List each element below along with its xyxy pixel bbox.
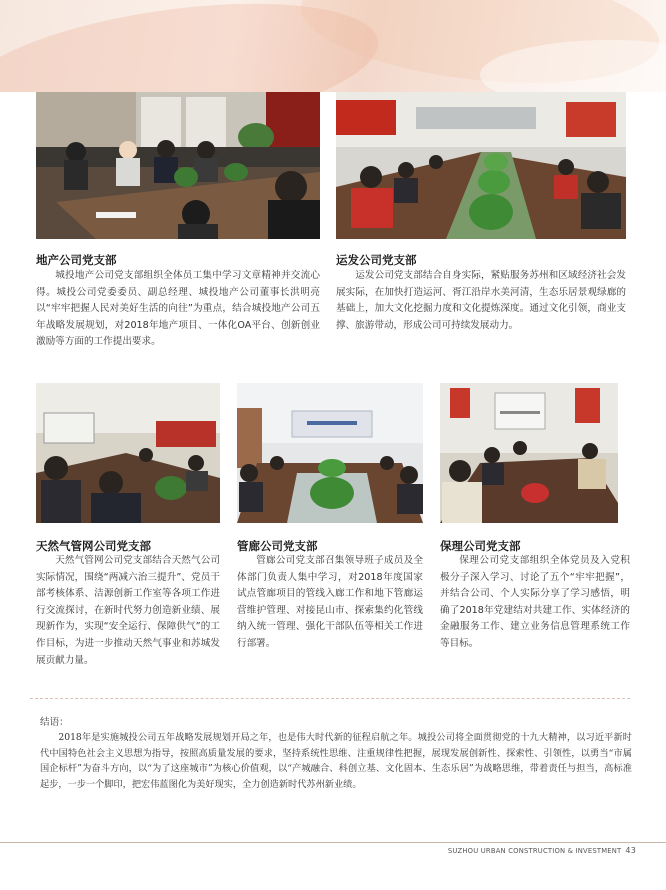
- section-title-transport: 运发公司党支部: [336, 253, 417, 267]
- photo-factoring-meeting: [440, 383, 618, 523]
- footer-rule: [0, 842, 666, 843]
- photo-gas-network-meeting: [36, 383, 220, 523]
- decorative-header-band: [0, 0, 666, 92]
- page-footer: [448, 846, 636, 855]
- page-number: 43: [625, 846, 636, 855]
- section-body-gas-network: 天然气管网公司党支部结合天然气公司实际情况，围绕“两减六治三提升”、党员干部考核体系、洁源创新工作室等各项工作进行交流探讨，在新时代努力创造新业绩、展现新作为，实现“安全运行、保障供气”的工作目标，为进一步推动天然气事业和苏城发展贡献力量。: [36, 555, 220, 666]
- photo-real-estate-meeting: [36, 92, 320, 239]
- photo-transport-meeting: [336, 92, 626, 239]
- section-title-utility-tunnel: 管廊公司党支部: [237, 539, 318, 553]
- section-body-real-estate: 城投地产公司党支部组织全体员工集中学习文章精神并交流心得。城投公司党委委员、副总经理、城投地产公司董事长洪明亮以“牢牢把握人民对美好生活的向往”为重点，结合城投地产公司五年战略发展规划，对2018年地产项目、一体化OA平台、创新创业激励等方面的工作提出要求。: [36, 270, 320, 348]
- publication-name: SUZHOU URBAN CONSTRUCTION & INVESTMENT: [447, 847, 622, 855]
- section-body-factoring: 保理公司党支部组织全体党员及入党积极分子深入学习、讨论了五个“牢牢把握”，并结合公司、个人实际分享了学习感悟，明确了2018年党建结对共建工作、实体经济的金融服务工作、建立业务信息管理系统工作等目标。: [440, 555, 630, 649]
- photo-utility-tunnel-meeting: [237, 383, 423, 523]
- section-title-factoring: 保理公司党支部: [440, 539, 521, 553]
- section-title-real-estate: 地产公司党支部: [36, 253, 117, 267]
- summary-label: 结语：: [40, 717, 69, 728]
- section-divider: [30, 698, 630, 700]
- section-body-transport: 运发公司党支部结合自身实际，紧贴服务苏州和区域经济社会发展实际，在加快打造运河、胥江沿岸水美河清，生态乐居景观绿廊的基础上，加大文化挖掘力度和文化提炼深度。通过文化引领，商业支撑、旅游带动，形成公司可持续发展动力。: [336, 270, 626, 331]
- summary-body: 2018年是实施城投公司五年战略发展规划开局之年，也是伟大时代新的征程启航之年。城投公司将全面贯彻党的十九大精神，以习近平新时代中国特色社会主义思想为指导，按照高质量发展的要求，坚持系统性思维、注重规律性把握，展现发展创新性、探索性、引领性，以勇当“市属国企标杆”为奋斗方向，以“为了这座城市”为核心价值观，以“产城融合、科创立基、文化固本、生态乐居”为战略思维，带着责任与担当，高标准起步，一步一个脚印，把宏伟蓝图化为美好现实，全力创造新时代苏州新业绩。: [40, 732, 632, 790]
- section-body-utility-tunnel: 管廊公司党支部召集领导班子成员及全体部门负责人集中学习，对2018年度国家试点管廊项目的管线入廊工作和地下管廊运营维护管理、对接昆山市、探索集约化管线纳入统一管理、强化干部队伍等相关工作进行部署。: [237, 555, 423, 649]
- section-title-gas-network: 天然气管网公司党支部: [36, 539, 151, 553]
